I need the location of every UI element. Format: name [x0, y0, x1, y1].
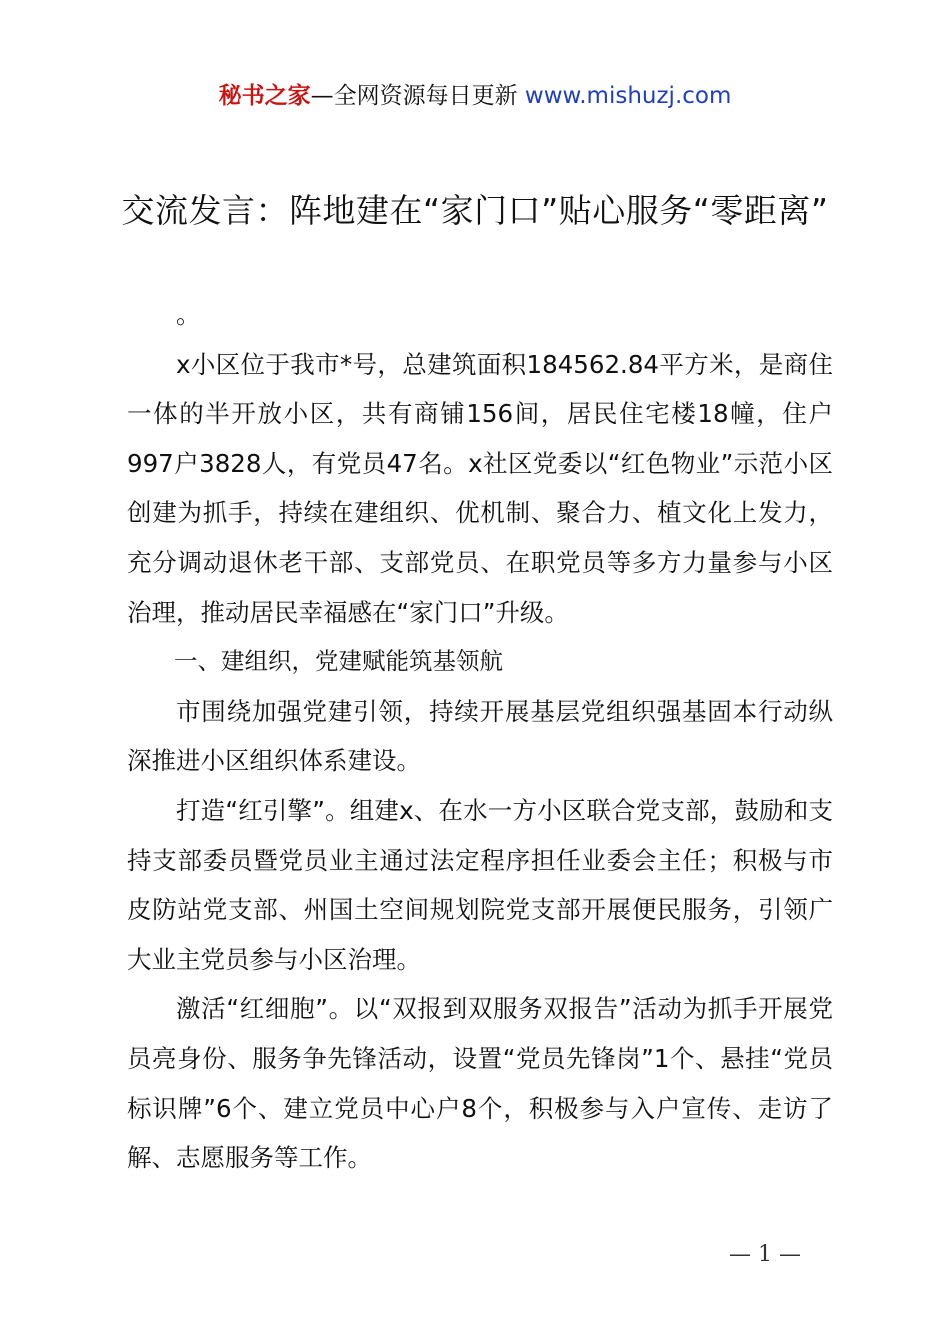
paragraph-red-engine: 打造“红引擎”。组建x、在水一方小区联合党支部，鼓励和支持支部委员暨党员业主通过法定程序担任业委会主任；积极与市皮防站党支部、州国土空间规划院党支部开展便民服务，引领广大业主党员参与小区治理。 — [127, 795, 833, 974]
paragraph-intro: x小区位于我市*号，总建筑面积184562.84平方米，是商住一体的半开放小区，共有商铺156间，居民住宅楼18幢，住户997户3828人，有党员47名。x社区党委以“红色物业”示范小区创建为抓手，持续在建组织、优机制、聚合力、植文化上发力，充分调动退休老干部、支部党员、在职党员等多方力量参与小区治理，推动居民幸福感在“家门口”升级。 — [127, 349, 833, 627]
paragraph-red-cells: 激活“红细胞”。以“双报到双服务双报告”活动为抓手开展党员亮身份、服务争先锋活动，设置“党员先锋岗”1个、悬挂“党员标识牌”6个、建立党员中心户8个，积极参与入户宣传、走访了解、志愿服务等工作。 — [127, 994, 833, 1173]
paragraph-stray-mark: 。 — [176, 300, 201, 329]
site-url-link[interactable]: www.mishuzj.com — [524, 83, 732, 109]
site-header — [0, 80, 950, 112]
document-body — [127, 290, 833, 1183]
section-heading-1: 一、建组织，党建赋能筑基领航 — [174, 647, 503, 676]
page-number: — 1 — — [729, 1242, 801, 1267]
paragraph-section-1-summary: 市围绕加强党建引领，持续开展基层党组织强基固本行动纵深推进小区组织体系建设。 — [127, 696, 833, 776]
site-tagline: —全网资源每日更新 — [310, 83, 518, 109]
site-brand: 秘书之家 — [218, 83, 311, 109]
document-title: 交流发言：阵地建在“家门口”贴心服务“零距离” — [121, 191, 829, 230]
